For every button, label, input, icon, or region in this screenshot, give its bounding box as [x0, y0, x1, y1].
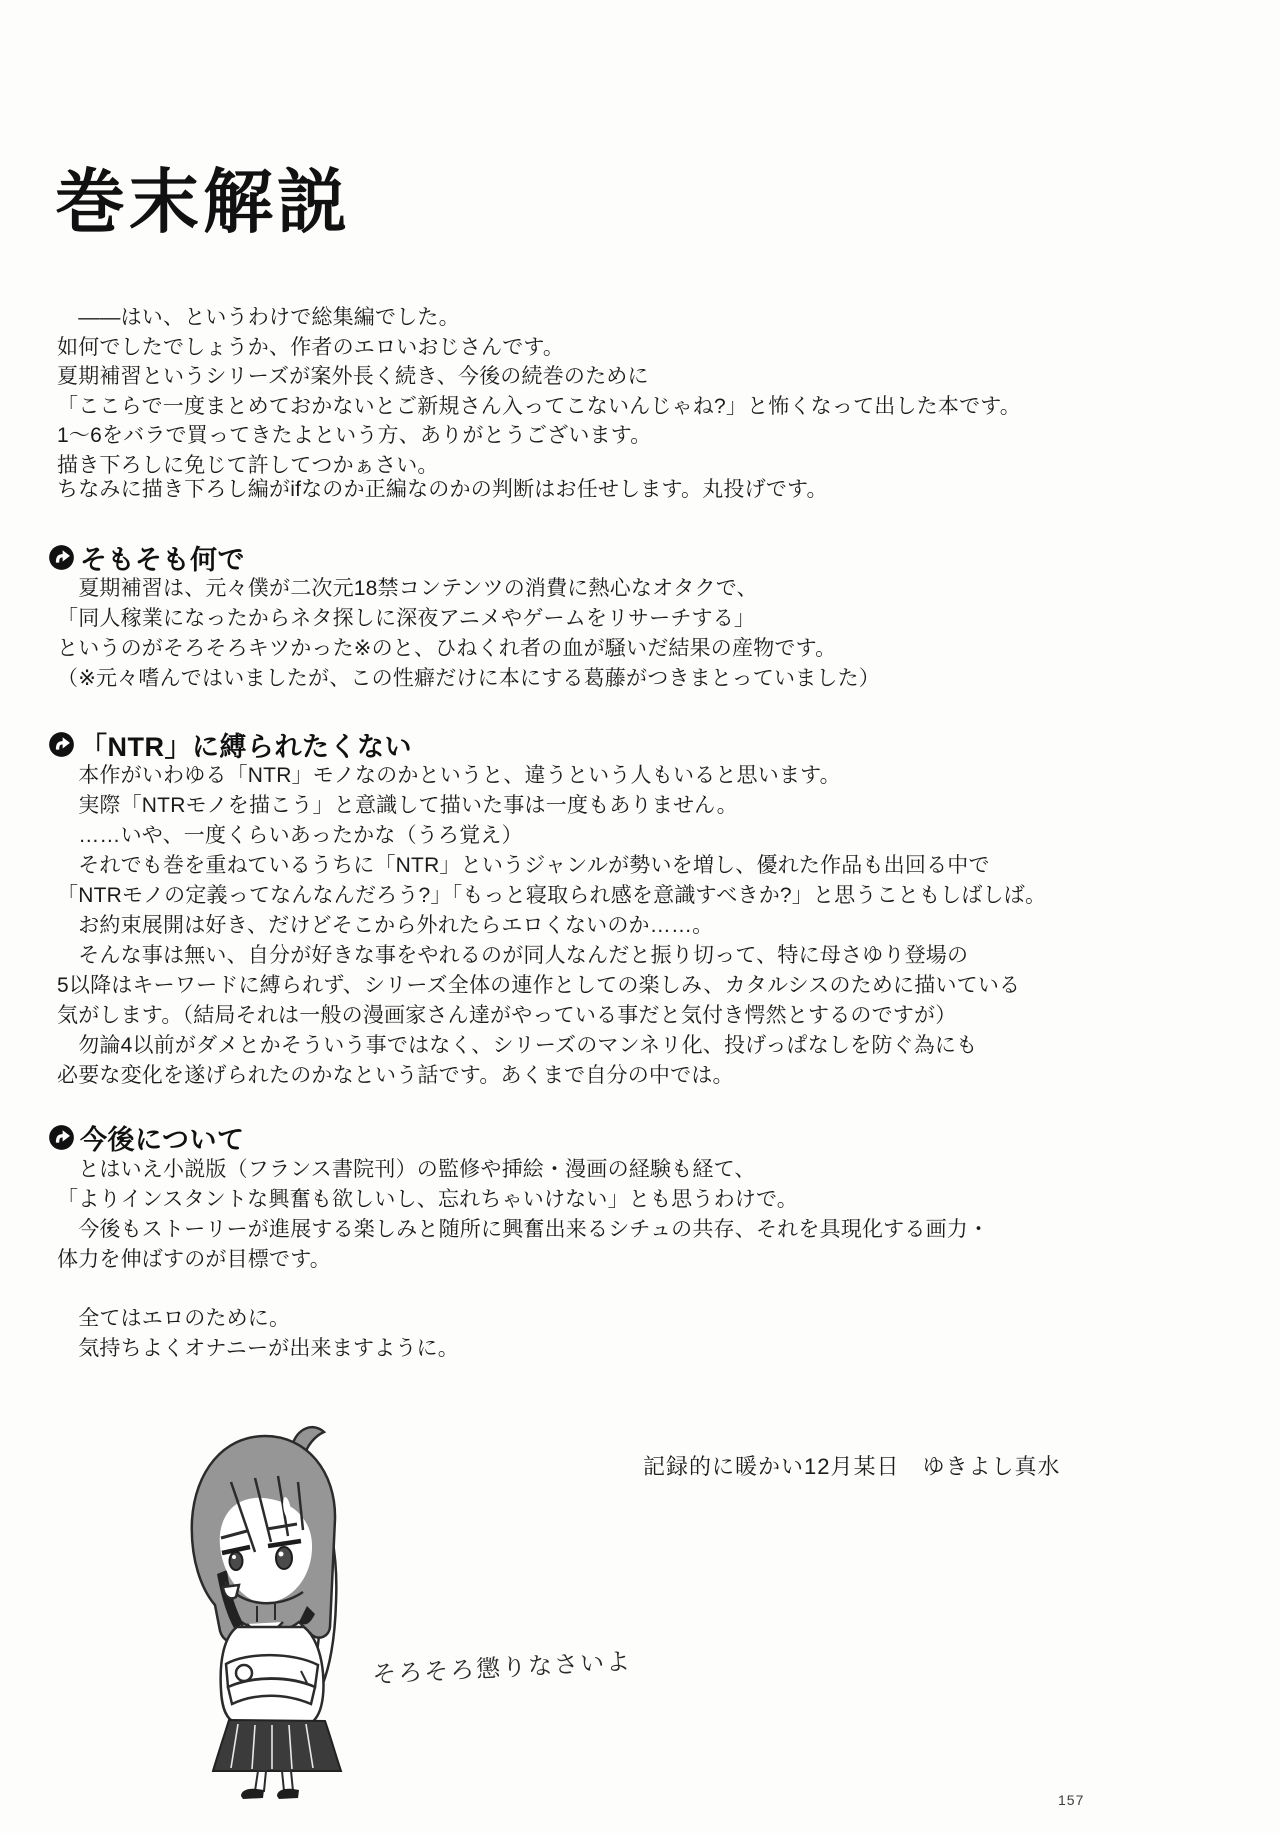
section-heading-future [48, 1118, 244, 1157]
text-line: 全てはエロのために。 [57, 1307, 291, 1330]
text-line: 実際「NTRモノを描こう」と意識して描いた事は一度もありません。 [57, 794, 738, 817]
text-line: 5以降はキーワードに縛られず、シリーズ全体の連作としての楽しみ、カタルシスのために描いている [57, 974, 1021, 997]
text-line: 「NTRモノの定義ってなんなんだろう?」「もっと寝取られ感を意識すべきか?」と思うこともしばしば。 [57, 884, 1047, 907]
chibi-girl-illustration [165, 1424, 400, 1807]
text-line: 「よりインスタントな興奮も欲しいし、忘れちゃいけない」とも思うわけで。 [57, 1188, 798, 1211]
section-body-ntr [57, 761, 1046, 1091]
text-line: 夏期補習というシリーズが案外長く続き、今後の続巻のために [57, 365, 649, 388]
text-line: ……いや、一度くらいあったかな（うろ覚え） [57, 824, 523, 847]
text-line: 気がします。（結局それは一般の漫画家さん達がやっている事だと気付き愕然とするのですが） [57, 1004, 957, 1027]
text-line: とはいえ小説版（フランス書院刊）の監修や挿絵・漫画の経験も経て、 [57, 1158, 756, 1181]
section-body-future [57, 1155, 989, 1275]
text-line: 本作がいわゆる「NTR」モノなのかというと、違うという人もいると思います。 [57, 764, 841, 787]
text-line: ちなみに描き下ろし編がifなのか正編なのかの判断はお任せします。丸投げです。 [57, 478, 828, 501]
text-line: というのがそろそろキツかった※のと、ひねくれ者の血が騒いだ結果の産物です。 [57, 637, 837, 660]
text-line: 如何でしたでしょうか、作者のエロいおじさんです。 [57, 335, 565, 359]
text-line: ――はい、というわけで総集編でした。 [57, 306, 460, 329]
arrow-bullet-icon [48, 1124, 75, 1151]
text-line: 描き下ろしに免じて許してつかぁさい。 [57, 453, 439, 477]
text-line: お約束展開は好き、だけどそこから外れたらエロくないのか……。 [57, 914, 714, 937]
text-line: 勿論4以前がダメとかそういう事ではなく、シリーズのマンネリ化、投げっぱなしを防ぐ為にも [57, 1034, 978, 1057]
text-line: 1〜6をバラで買ってきたよという方、ありがとうございます。 [57, 424, 652, 447]
intro-note [57, 475, 828, 505]
section-heading-ntr [48, 725, 412, 764]
page-number: 157 [1058, 1792, 1085, 1808]
intro-paragraph [57, 303, 1021, 480]
text-line: 必要な変化を遂げられたのかなという話です。あくまで自分の中では。 [57, 1064, 734, 1087]
date-signature: 記録的に暖かい12月某日 ゆきよし真水 [643, 1454, 1061, 1479]
text-line: 夏期補習は、元々僕が二次元18禁コンテンツの消費に熱心なオタクで、 [57, 577, 758, 600]
closing-paragraph [57, 1304, 459, 1364]
section-heading-label: 今後について [80, 1125, 245, 1155]
handwritten-note: そろそろ懲りなさいよ [371, 1648, 633, 1689]
arrow-bullet-icon [48, 731, 75, 758]
text-line: 「同人稼業になったからネタ探しに深夜アニメやゲームをリサーチする」 [57, 607, 756, 630]
text-line: （※元々嗜んではいましたが、この性癖だけに本にする葛藤がつきまとっていました） [57, 667, 880, 690]
text-line: 今後もストーリーが進展する楽しみと随所に興奮出来るシチュの共存、それを具現化する画力・ [57, 1218, 990, 1241]
text-line: 気持ちよくオナニーが出来ますように。 [57, 1337, 459, 1360]
section-heading-label: そもそも何で [80, 545, 245, 575]
section-heading-why [48, 538, 245, 577]
arrow-bullet-icon [48, 544, 75, 571]
section-body-why [57, 574, 880, 694]
text-line: 「ここらで一度まとめておかないとご新規さん入ってこないんじゃね?」と怖くなって出した本です。 [57, 394, 1021, 418]
page-title: 巻末解説 [55, 165, 351, 242]
text-line: それでも巻を重ねているうちに「NTR」というジャンルが勢いを増し、優れた作品も出回る中で [57, 854, 990, 877]
section-heading-label: 「NTR」に縛られたくない [80, 732, 412, 762]
text-line: そんな事は無い、自分が好きな事をやれるのが同人なんだと振り切って、特に母さゆり登場の [57, 944, 969, 967]
text-line: 体力を伸ばすのが目標です。 [57, 1248, 331, 1271]
